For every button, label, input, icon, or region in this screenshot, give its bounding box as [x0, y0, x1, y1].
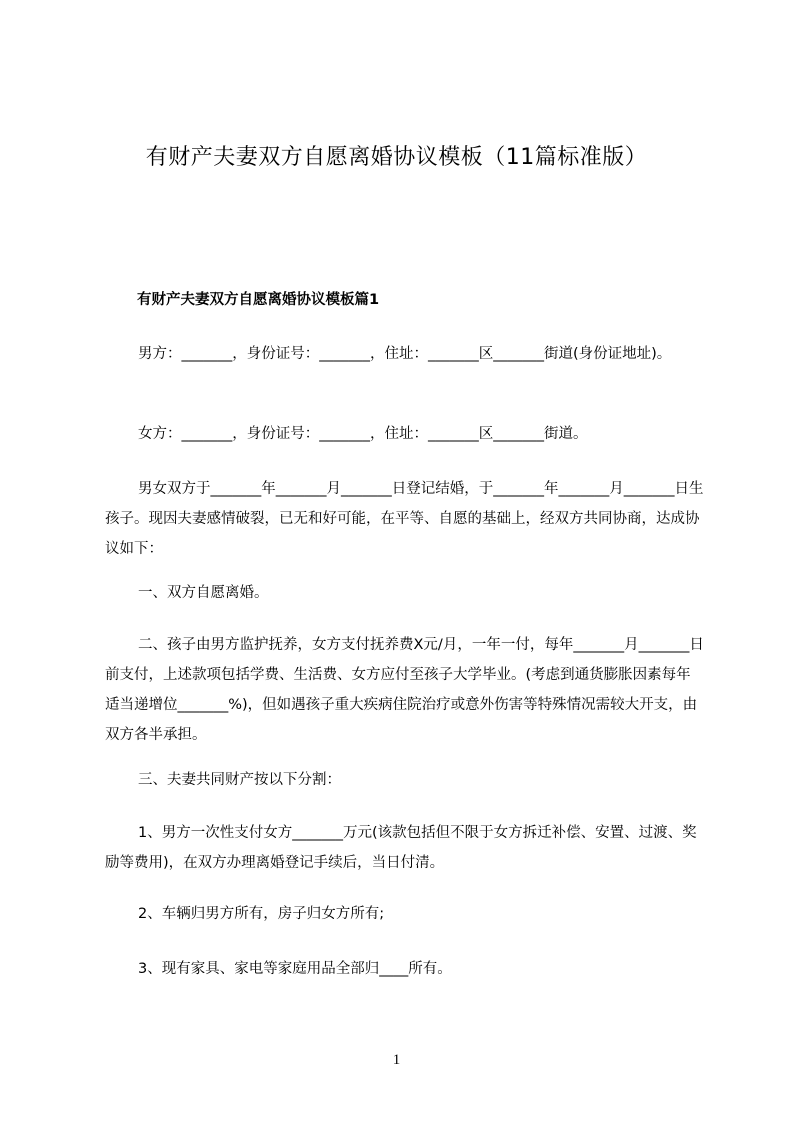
paragraph-clause-2: 二、孩子由男方监护抚养，女方支付抚养费X元/月，一年一付，每年_______月_______日前支付，上述款项包括学费、生活费、女方应付至孩子大学毕业。(考虑到通货膨胀因素每年适当递增位_______%)，但如遇孩子重大疾病住院治疗或意外伤害等特殊情况需较大开支，由双方各半承担。 [105, 637, 704, 743]
paragraph-item-3: 3、现有家具、家电等家庭用品全部归____所有。 [138, 961, 452, 977]
paragraph-marriage-info: 男女双方于_______年_______月_______日登记结婚，于_______年_______月_______日生孩子。现因夫妻感情破裂，已无和好可能，在平等、自愿的基础上，经双方共同协商，达成协议如下： [105, 481, 704, 557]
paragraph-item-1: 1、男方一次性支付女方_______万元(该款包括但不限于女方拆迁补偿、安置、过渡、奖励等费用)，在双方办理离婚登记手续后，当日付清。 [105, 825, 697, 871]
paragraph-clause-3: 三、夫妻共同财产按以下分割： [138, 772, 341, 788]
paragraph-item-2: 2、车辆归男方所有，房子归女方所有; [138, 906, 385, 922]
page-number: 1 [392, 1052, 401, 1068]
document-title: 有财产夫妻双方自愿离婚协议模板（11篇标准版） [145, 145, 648, 170]
paragraph-clause-1: 一、双方自愿离婚。 [138, 585, 269, 601]
section-heading: 有财产夫妻双方自愿离婚协议模板篇1 [137, 292, 380, 308]
paragraph-female-party: 女方：_______，身份证号：_______，住址：_______区_______街道。 [138, 426, 588, 442]
paragraph-male-party: 男方：_______，身份证号：_______，住址：_______区_______街道(身份证地址)。 [138, 346, 672, 362]
